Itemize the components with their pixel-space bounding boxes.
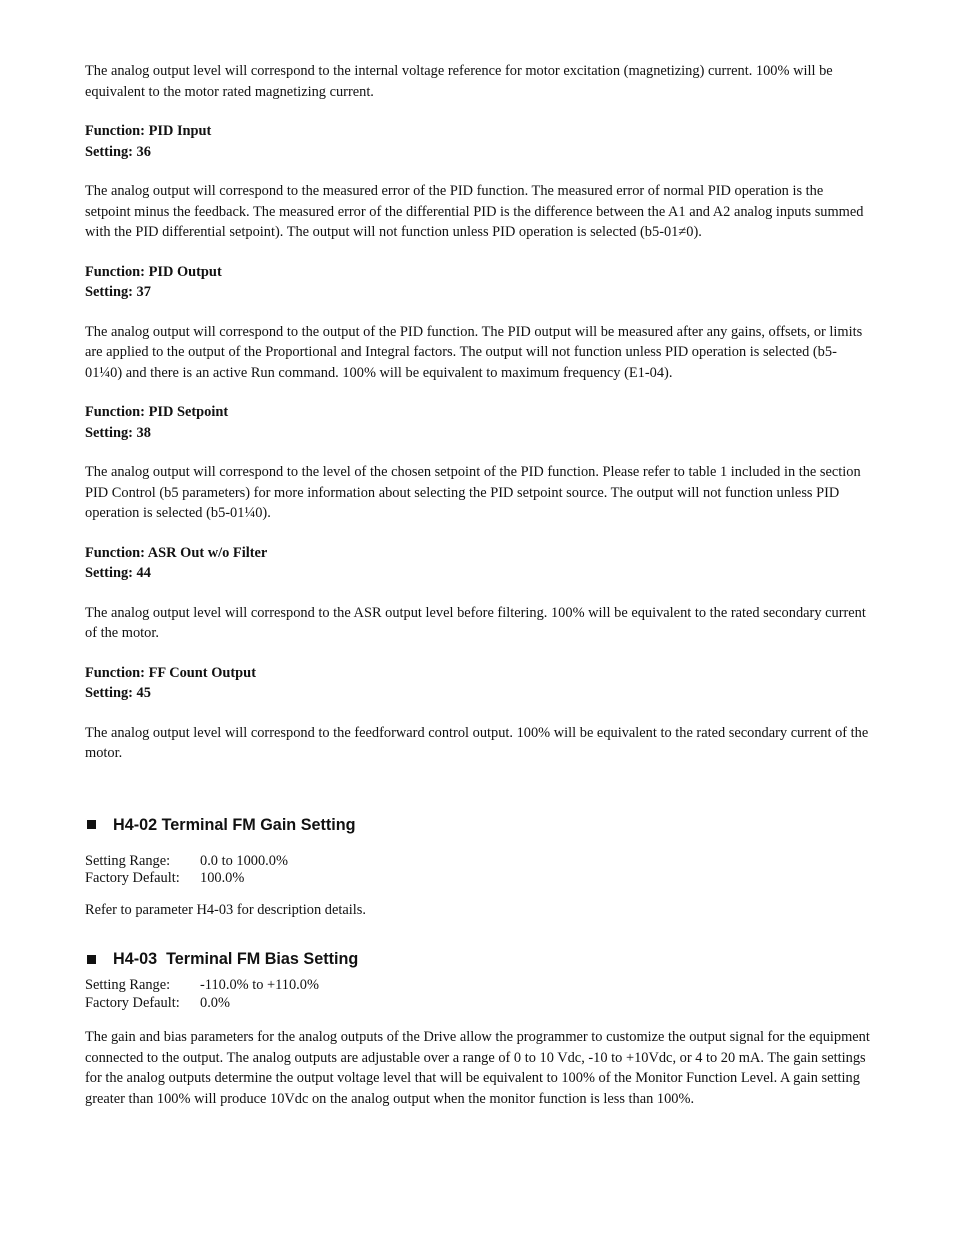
section-heading-text: H4-02 Terminal FM Gain Setting xyxy=(113,815,356,834)
function-description: The analog output level will correspond to the feedforward control output. 100% will be equivalent to the rated secondary current of the motor. xyxy=(85,724,869,761)
factory-default-label: Factory Default: xyxy=(85,870,180,886)
h4-03-description: The gain and bias parameters for the analog outputs of the Drive allow the programmer to customize the output signal for the equipment connected to the output. The analog outputs are adjustable over a range of 0 to 10 Vdc, -10 to +10Vdc, or 4 to 20 mA. The gain settings for the analog outputs determine the output voltage level that will be equivalent to 100% of the Monitor Function Level. A gain setting greater than 100% will produce 10Vdc on the analog output when the monitor function is less than 100%. xyxy=(85,1029,870,1107)
intro-paragraph: The analog output level will correspond to the internal voltage reference for motor excitation (magnetizing) current. 100% will be equivalent to the motor rated magnetizing current. xyxy=(85,63,833,100)
square-bullet-icon xyxy=(87,955,96,964)
section-heading-h4-02 xyxy=(85,814,870,836)
function-description: The analog output will correspond to the measured error of the PID function. The measured error of normal PID operation is the setpoint minus the feedback. The measured error of the differential PID is the difference between the A1 and A2 analog inputs summed with the PID differential setpoint). The output will not function unless PID operation is selected (b5-01≠0). xyxy=(85,183,864,240)
setting-range-label: Setting Range: xyxy=(85,852,171,869)
factory-default-row xyxy=(85,870,870,888)
factory-default-label: Factory Default: xyxy=(85,994,180,1011)
function-description: The analog output will correspond to the level of the chosen setpoint of the PID function. Please refer to table 1 included in the section PID Control (b5 parameters) for more information about selecting the PID setpoint source. The output will not function unless PID operation is selected (b5-01¼0). xyxy=(85,464,861,521)
setting-range-value: 0.0 to 1000.0% xyxy=(200,852,288,869)
factory-default-row xyxy=(85,995,870,1013)
setting-label: Setting: 37 xyxy=(85,284,151,300)
h4-02-note: Refer to parameter H4-03 for description details. xyxy=(85,901,366,918)
document-page xyxy=(85,61,870,1109)
factory-default-value: 100.0% xyxy=(200,870,245,886)
function-label: Function: PID Output xyxy=(85,263,222,280)
setting-label: Setting: 38 xyxy=(85,424,151,441)
setting-range-value: -110.0% to +110.0% xyxy=(200,977,319,993)
function-label: Function: PID Input xyxy=(85,123,212,139)
setting-label: Setting: 45 xyxy=(85,685,151,701)
setting-range-label: Setting Range: xyxy=(85,977,171,993)
function-label: Function: ASR Out w/o Filter xyxy=(85,544,268,561)
function-label: Function: FF Count Output xyxy=(85,664,256,681)
setting-label: Setting: 44 xyxy=(85,565,151,581)
section-heading-h4-03 xyxy=(85,948,870,970)
function-description: The analog output level will correspond to the ASR output level before filtering. 100% will be equivalent to the rated secondary current of the motor. xyxy=(85,604,866,641)
setting-label: Setting: 36 xyxy=(85,143,151,160)
function-label: Function: PID Setpoint xyxy=(85,404,229,420)
setting-range-row xyxy=(85,977,870,995)
square-bullet-icon xyxy=(87,820,96,829)
factory-default-value: 0.0% xyxy=(200,994,230,1011)
function-description: The analog output will correspond to the output of the PID function. The PID output will be measured after any gains, offsets, or limits are applied to the output of the Proportional and Integral factors. The output will not function unless PID operation is selected (b5-01¼0) and there is an active Run command. 100% will be equivalent to maximum frequency (E1-04). xyxy=(85,323,863,381)
section-heading-text: H4-03 Terminal FM Bias Setting xyxy=(113,950,359,968)
setting-range-row xyxy=(85,853,870,871)
